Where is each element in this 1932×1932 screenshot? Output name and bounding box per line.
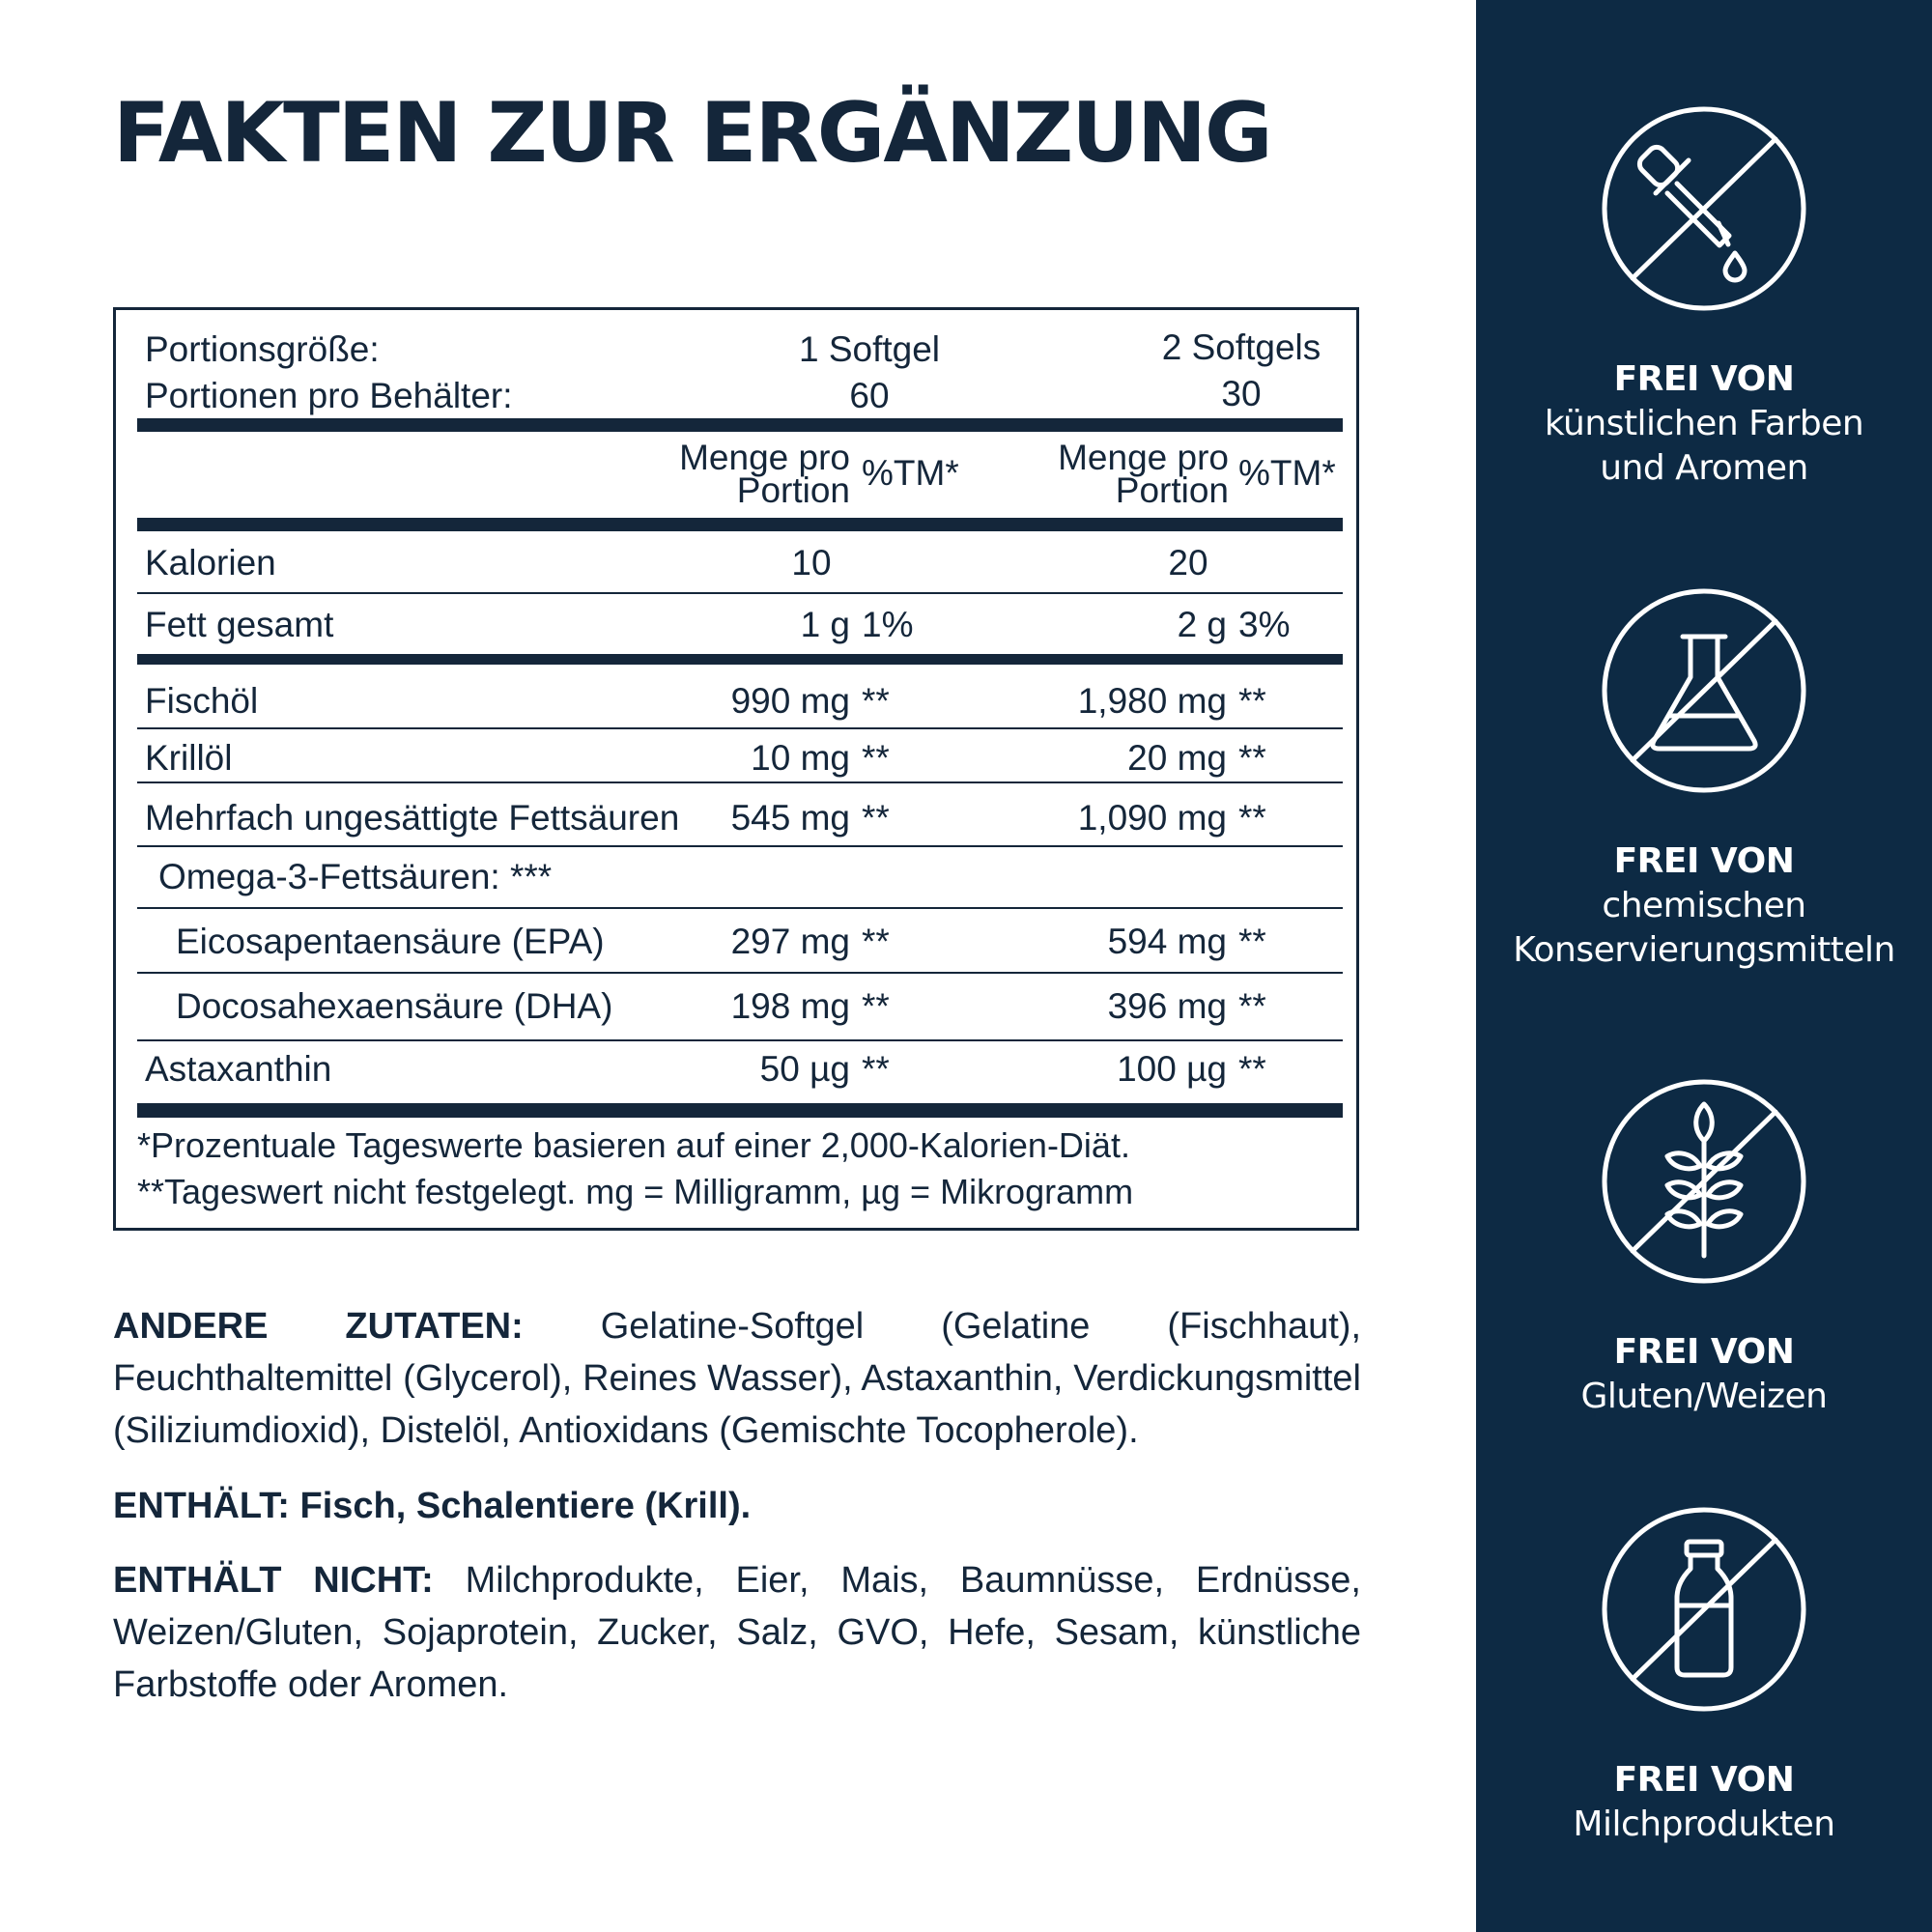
col2-servings-count: 30 — [1221, 374, 1262, 413]
nutrient-dv-1: ** — [862, 798, 890, 838]
nutrient-dv-1: ** — [862, 1049, 890, 1089]
nutrient-dv-1: ** — [862, 738, 890, 778]
nutrient-dv-2: ** — [1238, 798, 1266, 838]
serving-size-label: Portionsgröße: — [145, 329, 380, 369]
nutrient-name: Fett gesamt — [145, 605, 334, 644]
divider-thin — [137, 972, 1343, 974]
nutrient-dv-2: 3% — [1238, 605, 1291, 644]
nutrient-dv-2: ** — [1238, 681, 1266, 721]
badge-chemical-preservatives — [1476, 586, 1932, 973]
nutrient-amount-1: 10 — [791, 543, 832, 582]
nutrient-amount-2: 594 mg — [1107, 922, 1227, 961]
nutrient-amount-1: 545 mg — [730, 798, 850, 838]
col1-dv-header: %TM* — [862, 453, 959, 493]
nutrient-amount-2: 396 mg — [1107, 986, 1227, 1026]
badge-title: FREI VON — [1613, 1332, 1795, 1372]
divider-thin — [137, 781, 1343, 783]
col2-serving-size: 2 Softgels — [1161, 327, 1321, 367]
nutrient-dv-2: ** — [1238, 922, 1266, 961]
col1-amount-header-line1: Menge pro — [679, 438, 850, 477]
nutrient-name: Fischöl — [145, 681, 259, 721]
badge-artificial-colors — [1476, 104, 1932, 491]
page-title: FAKTEN ZUR ERGÄNZUNG — [113, 85, 1271, 182]
divider-thin — [137, 907, 1343, 909]
other-ingredients-section — [113, 1300, 1361, 1457]
nutrient-name: Krillöl — [145, 738, 233, 778]
badge-line: künstlichen Farben — [1544, 404, 1864, 443]
nutrient-subgroup-name: Omega-3-Fettsäuren: *** — [158, 857, 553, 896]
badge-line: und Aromen — [1600, 448, 1808, 488]
nutrient-dv-2: ** — [1238, 1049, 1266, 1089]
nutrient-dv-2: ** — [1238, 738, 1266, 778]
wheat-crossed-icon — [1600, 1077, 1808, 1286]
badge-title: FREI VON — [1613, 1760, 1795, 1800]
nutrient-dv-1: ** — [862, 986, 890, 1026]
other-ingredients-label: ANDERE ZUTATEN: — [113, 1306, 524, 1347]
nutrient-amount-1: 297 mg — [730, 922, 850, 961]
badge-line: chemischen — [1602, 886, 1806, 925]
divider-thin — [137, 845, 1343, 847]
nutrient-amount-2: 20 — [1168, 543, 1208, 582]
nutrient-amount-1: 990 mg — [730, 681, 850, 721]
servings-per-container-label: Portionen pro Behälter: — [145, 376, 513, 415]
footnote-daily-value: *Prozentuale Tageswerte basieren auf einer 2,000-Kalorien-Diät. — [137, 1125, 1130, 1165]
divider-thick — [137, 518, 1343, 531]
nutrient-amount-1: 198 mg — [730, 986, 850, 1026]
col2-amount-header-line1: Menge pro — [1058, 438, 1229, 477]
divider-thin — [137, 727, 1343, 729]
nutrient-amount-2: 1,980 mg — [1077, 681, 1227, 721]
nutrient-amount-1: 50 µg — [759, 1049, 850, 1089]
nutrient-dv-2: ** — [1238, 986, 1266, 1026]
badge-line: Konservierungsmitteln — [1513, 930, 1895, 970]
divider-thick — [137, 418, 1343, 432]
nutrient-amount-1: 1 g — [800, 605, 850, 644]
nutrient-amount-1: 10 mg — [751, 738, 850, 778]
supplement-facts-table — [113, 307, 1359, 1231]
nutrient-amount-2: 1,090 mg — [1077, 798, 1227, 838]
nutrient-name: Kalorien — [145, 543, 276, 582]
contains-label: ENTHÄLT: Fisch, Schalentiere (Krill). — [113, 1486, 752, 1526]
free-from-sidebar — [1476, 0, 1932, 1932]
other-ingredients-text: Gelatine-Softgel (Gelatine (Fischhaut), Feuchthaltemittel (Glycerol), Reines Wasser), Astaxanthin, Verdickungsmittel (Siliziumdioxid), Distelöl, Antioxidans (Gemischte Tocopherole). — [113, 1306, 1361, 1451]
nutrient-name: Docosahexaensäure (DHA) — [176, 986, 613, 1026]
badge-title: FREI VON — [1613, 841, 1795, 881]
nutrient-amount-2: 100 µg — [1117, 1049, 1227, 1089]
badge-gluten-wheat — [1476, 1077, 1932, 1419]
badge-title: FREI VON — [1613, 359, 1795, 399]
nutrient-name: Astaxanthin — [145, 1049, 332, 1089]
contains-not-text: Milchprodukte, Eier, Mais, Baumnüsse, Erdnüsse, Weizen/Gluten, Sojaprotein, Zucker, Salz, GVO, Hefe, Sesam, künstliche Farbstoffe oder Aromen. — [113, 1560, 1361, 1705]
contains-not-label: ENTHÄLT NICHT: — [113, 1560, 434, 1601]
nutrient-amount-2: 2 g — [1177, 605, 1227, 644]
footnote-not-established: **Tageswert nicht festgelegt. mg = Milligramm, µg = Mikrogramm — [137, 1172, 1134, 1211]
badge-line: Milchprodukten — [1573, 1804, 1835, 1844]
col1-serving-size: 1 Softgel — [798, 329, 941, 369]
divider-thin — [137, 592, 1343, 594]
nutrient-dv-1: 1% — [862, 605, 914, 644]
contains-not-section — [113, 1554, 1361, 1711]
milk-bottle-crossed-icon — [1600, 1505, 1808, 1714]
dropper-crossed-icon — [1600, 104, 1808, 313]
nutrient-amount-2: 20 mg — [1127, 738, 1227, 778]
col1-amount-header-line2: Portion — [736, 470, 850, 510]
nutrient-dv-1: ** — [862, 681, 890, 721]
contains-section — [113, 1480, 1361, 1532]
col2-dv-header: %TM* — [1238, 453, 1336, 493]
badge-line: Gluten/Weizen — [1580, 1377, 1828, 1416]
nutrient-name: Mehrfach ungesättigte Fettsäuren — [145, 798, 680, 838]
divider-thick — [137, 654, 1343, 665]
divider-thick — [137, 1103, 1343, 1118]
nutrient-name: Eicosapentaensäure (EPA) — [176, 922, 605, 961]
badge-dairy — [1476, 1505, 1932, 1847]
col1-servings-count: 60 — [849, 376, 890, 415]
nutrient-dv-1: ** — [862, 922, 890, 961]
divider-thin — [137, 1039, 1343, 1041]
flask-crossed-icon — [1600, 586, 1808, 795]
col2-amount-header-line2: Portion — [1115, 470, 1229, 510]
